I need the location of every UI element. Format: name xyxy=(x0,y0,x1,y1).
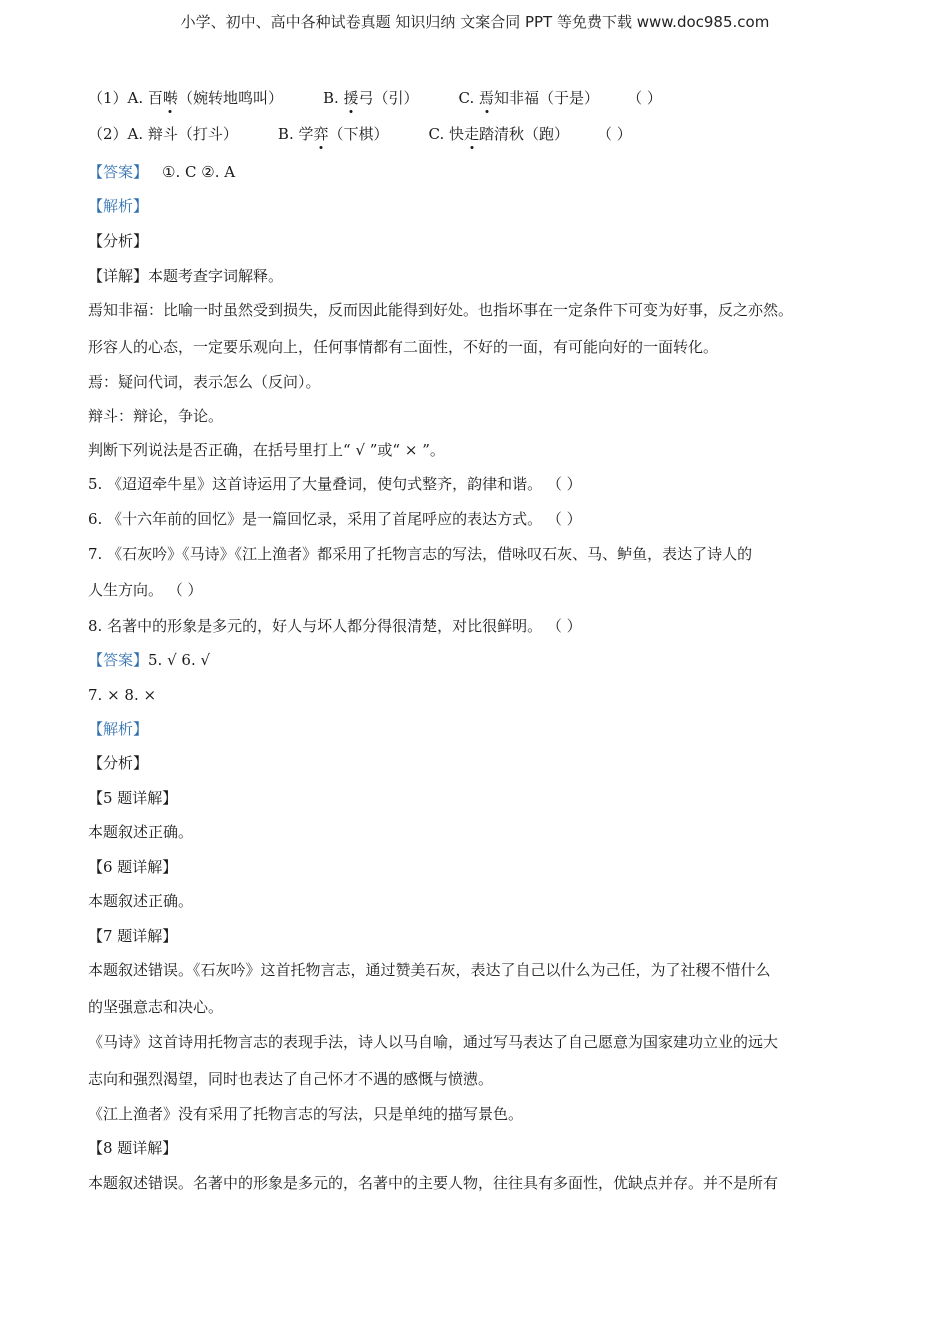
answer-line-2: 【答案】5. √ 6. √ xyxy=(88,651,211,669)
answer-line-2-cont: 7. × 8. × xyxy=(88,686,157,704)
statement-7-cont: 人生方向。 （ ） xyxy=(88,581,203,599)
detail-7-text: 志向和强烈渴望，同时也表达了自己怀才不遇的感慨与愤懑。 xyxy=(88,1070,494,1088)
statement-7: 7. 《石灰吟》《马诗》《江上渔者》都采用了托物言志的写法，借咏叹石灰、马、鲈鱼，表达了诗人的 xyxy=(88,545,753,563)
answer-blank[interactable]: （ ） xyxy=(627,89,662,107)
detail-7-text: 的坚强意志和决心。 xyxy=(88,998,224,1016)
detail-6-heading: 【6 题详解】 xyxy=(88,858,178,876)
question-2: （2）A. 辩斗（打斗） B. 学弈（下棋） C. 快走踏清秋（跑） （ ） xyxy=(88,125,632,143)
detail-7-text: 《马诗》这首诗用托物言志的表现手法，诗人以马自喻，通过写马表达了自己愿意为国家建功立业的远大 xyxy=(88,1033,779,1051)
detail-8-heading: 【8 题详解】 xyxy=(88,1139,178,1157)
statement-5: 5. 《迢迢牵牛星》这首诗运用了大量叠词，使句式整齐，韵律和谐。 （ ） xyxy=(88,475,582,493)
statement-8: 8. 名著中的形象是多元的，好人与坏人都分得很清楚，对比很鲜明。 （ ） xyxy=(88,617,582,635)
answer-label: 【答案】 xyxy=(88,163,149,181)
statement-6: 6. 《十六年前的回忆》是一篇回忆录，采用了首尾呼应的表达方式。 （ ） xyxy=(88,510,582,528)
detail-7-text: 《江上渔者》没有采用了托物言志的写法，只是单纯的描写景色。 xyxy=(88,1105,524,1123)
detail-7-text: 本题叙述错误。《石灰吟》这首托物言志，通过赞美石灰，表达了自己以什么为己任，为了社稷不惜什么 xyxy=(88,961,771,979)
analysis-label: 【分析】 xyxy=(88,754,149,772)
answer-blank[interactable]: （ ） xyxy=(597,125,632,143)
detail-5-text: 本题叙述正确。 xyxy=(88,823,194,841)
detail-intro: 【详解】本题考查字词解释。 xyxy=(88,267,284,285)
detail-5-heading: 【5 题详解】 xyxy=(88,789,178,807)
analysis-label: 【分析】 xyxy=(88,232,149,250)
detail-7-heading: 【7 题详解】 xyxy=(88,927,178,945)
answer-label: 【答案】 xyxy=(88,651,149,669)
paragraph: 焉知非福：比喻一时虽然受到损失，反而因此能得到好处。也指坏事在一定条件下可变为好事，反之亦然。 xyxy=(88,301,794,319)
answer-line-1: 【答案】 ①. C ②. A xyxy=(88,163,236,181)
paragraph: 形容人的心态，一定要乐观向上，任何事情都有二面性，不好的一面，有可能向好的一面转化。 xyxy=(88,338,719,356)
detail-6-text: 本题叙述正确。 xyxy=(88,892,194,910)
paragraph: 焉：疑问代词，表示怎么（反问）。 xyxy=(88,373,321,391)
paragraph: 辩斗：辩论，争论。 xyxy=(88,407,224,425)
analysis-heading: 【解析】 xyxy=(88,197,149,215)
question-1: （1）A. 百啭（婉转地鸣叫） B. 援弓（引） C. 焉知非福（于是） （ ） xyxy=(88,89,662,107)
analysis-heading: 【解析】 xyxy=(88,720,149,738)
page-header: 小学、初中、高中各种试卷真题 知识归纳 文案合同 PPT 等免费下载 www.doc985.com xyxy=(180,13,770,31)
instruction: 判断下列说法是否正确，在括号里打上“ √ ”或“ × ”。 xyxy=(88,441,445,459)
detail-8-text: 本题叙述错误。名著中的形象是多元的，名著中的主要人物，往往具有多面性，优缺点并存。并不是所有 xyxy=(88,1174,779,1192)
